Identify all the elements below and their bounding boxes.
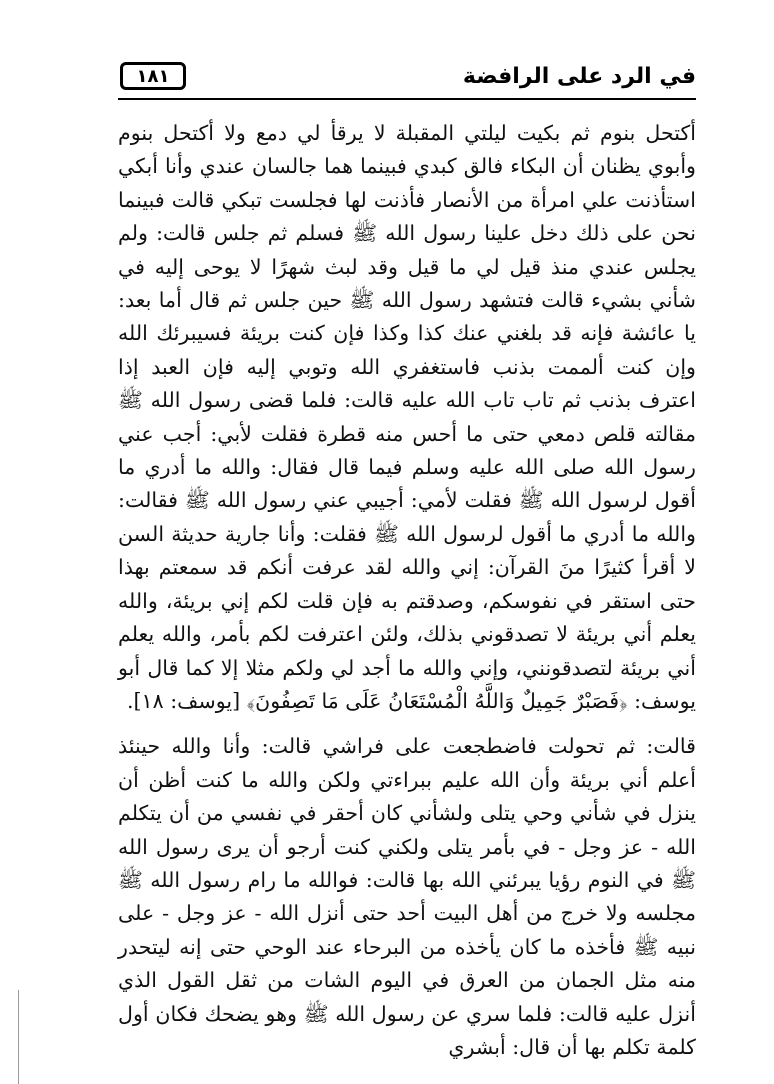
running-title: في الرد على الرافضة [462,64,696,89]
paragraph-2: قالت: ثم تحولت فاضطجعت على فراشي قالت: وأنا والله حينئذ أعلم أني بريئة وأن الله عليم ببراءتي ولكن والله ما كنت أظن أن ينزل في شأني وحي يتلى ولشأني كان أحقر في نفسي من أن يتكلم الله - عز وجل - في بأمر يتلى ولكني كنت أرجو أن يرى رسول الله ﷺ في النوم رؤيا يبرئني الله بها قالت: فوالله ما رام رسول الله ﷺ مجلسه ولا خرج من أهل البيت أحد حتى أنزل الله - عز وجل - على نبيه ﷺ فأخذه ما كان يأخذه من البرحاء عند الوحي حتى إنه ليتحدر منه مثل الجمان من العرق في اليوم الشات من ثقل القول الذي أنزل عليه قالت: فلما سري عن رسول الله ﷺ وهو يضحك فكان أول كلمة تكلم بها أن قال: أبشري [118,734,696,1059]
page-header [118,58,696,102]
scan-edge-line [18,990,19,1084]
page-number: ١٨١ [120,62,186,90]
paragraph-1: أكتحل بنوم ثم بكيت ليلتي المقبلة لا يرقأ لي دمع ولا أكتحل بنوم وأبوي يظنان أن البكاء فالق كبدي فبينما هما جالسان عندي وأنا أبكي استأذنت علي امرأة من الأنصار فأذنت لها فجلست تبكي قالت فبينما نحن على ذلك دخل علينا رسول الله ﷺ فسلم ثم جلس قالت: ولم يجلس عندي منذ قيل لي ما قيل وقد لبث شهرًا لا يوحى إليه في شأني بشيء قالت فتشهد رسول الله ﷺ حين جلس ثم قال أما بعد: يا عائشة فإنه قد بلغني عنك كذا وكذا فإن كنت بريئة فسيبرئك الله وإن كنت ألممت بذنب فاستغفري الله وتوبي إليه فإن العبد إذا اعترف بذنب ثم تاب تاب الله عليه قالت: فلما قضى رسول الله ﷺ مقالته قلص دمعي حتى ما أحس منه قطرة فقلت لأبي: أجب عني رسول الله صلى الله عليه وسلم فيما قال فقال: والله ما أدري ما أقول لرسول الله ﷺ فقلت لأمي: أجيبي عني رسول الله ﷺ فقالت: والله ما أدري ما أقول لرسول الله ﷺ فقلت: وأنا جارية حديثة السن لا أقرأ كثيرًا منَ القرآن: إني والله لقد عرفت أنكم قد سمعتم بهذا حتى استقر في نفوسكم، وصدقتم به فإن قلت لكم إني بريئة، والله يعلم أني بريئة لا تصدقوني بذلك، ولئن اعترفت لكم بأمر، والله يعلم أني بريئة لتصدقونني، وإني والله ما أجد لي ولكم مثلا إلا كما قال أبو يوسف: ﴿فَصَبْرٌ جَمِيلٌ وَاللَّهُ الْمُسْتَعَانُ عَلَى مَا تَصِفُونَ﴾ [يوسف: ١٨]. [118,121,696,713]
header-rule [118,98,696,100]
body-text [118,117,696,1064]
